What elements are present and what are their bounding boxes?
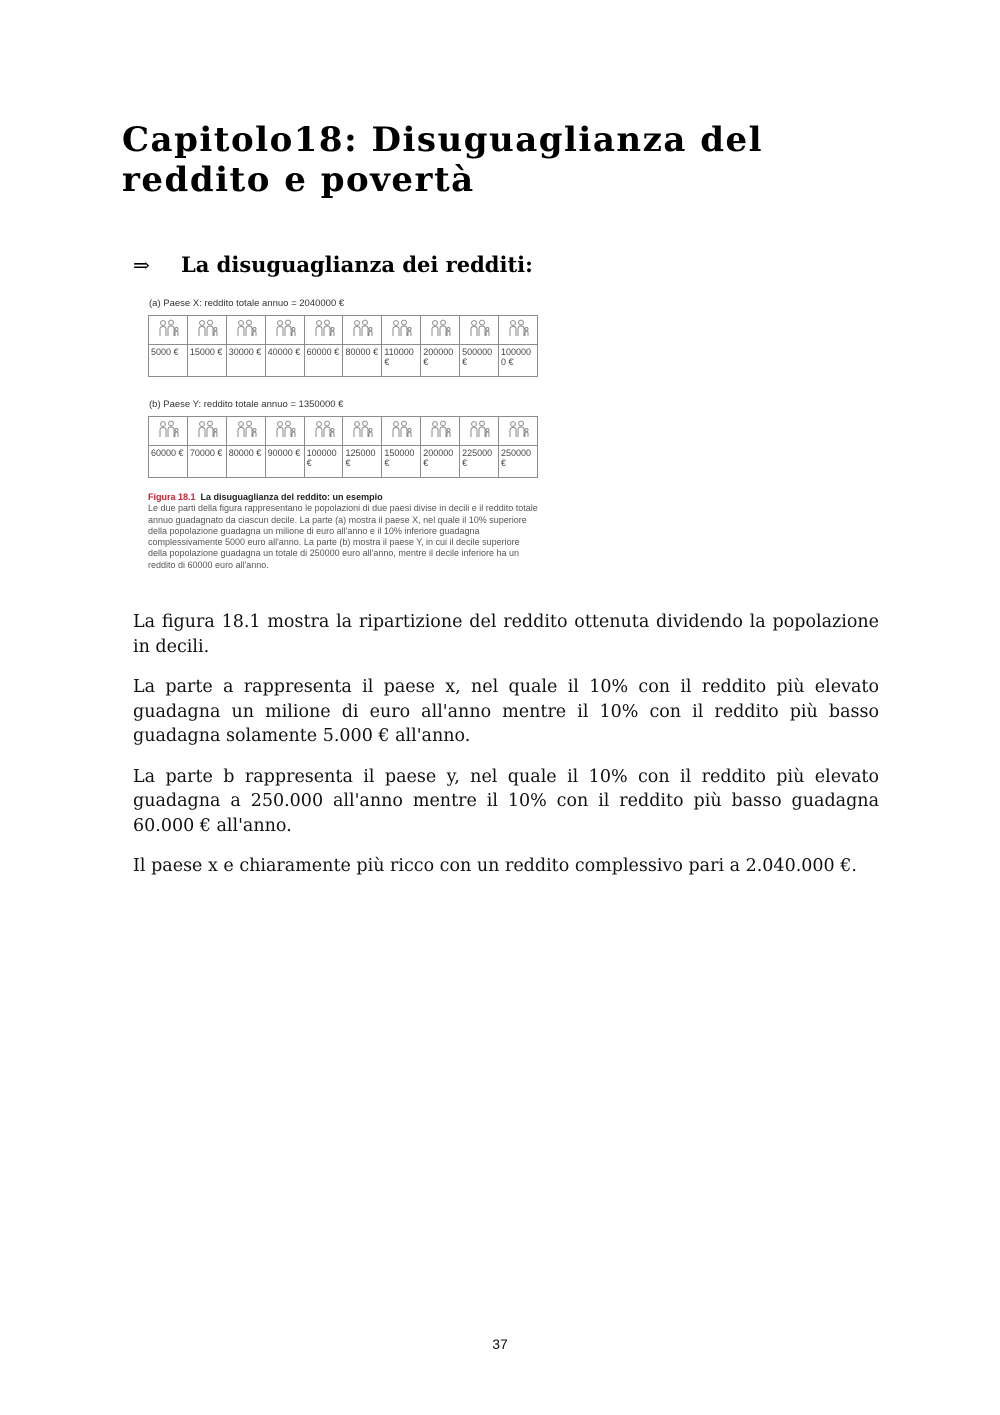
panel-a-decile-icon-cell [304,316,343,345]
panel-a-icons-row [149,316,538,345]
panel-a-decile-value: 30000 € [226,345,265,377]
panel-b-decile-icon-cell [265,417,304,446]
paragraph-4: Il paese x e chiaramente più ricco con un reddito complessivo pari a 2.040.000 €. [133,856,857,876]
people-group-icon [429,420,451,438]
people-group-icon [274,420,296,438]
panel-b-decile-value: 125000 € [343,446,382,478]
panel-b-icons-row [149,417,538,446]
chapter-title: Capitolo18: Disuguaglianza del reddito e povertà [122,120,764,200]
people-group-icon [313,420,335,438]
people-group-icon [196,319,218,337]
people-group-icon [507,420,529,438]
figure-caption [148,492,538,571]
paragraph-3: La parte b rappresenta il paese y, nel quale il 10% con il reddito più elevato guadagna a 250.000 all'anno mentre il 10% con il reddito più basso guadagna 60.000 € all'anno. [133,766,879,836]
people-group-icon [351,319,373,337]
paragraph-2: La parte a rappresenta il paese x, nel quale il 10% con il reddito più elevato guadagna un milione di euro all'anno mentre il 10% con il reddito più basso guadagna solamente 5.000 € all'anno. [133,677,879,746]
panel-a-title: (a) Paese X: reddito totale annuo = 2040000 € [149,298,345,309]
people-group-icon [390,319,412,337]
panel-a-decile-value: 40000 € [265,345,304,377]
people-group-icon [507,319,529,337]
people-group-icon [468,420,490,438]
panel-a-decile-icon-cell [382,316,421,345]
panel-b-decile-value: 250000 € [499,446,538,478]
people-group-icon [313,319,335,337]
section-heading-text: La disuguaglianza dei redditi: [181,252,533,277]
panel-b-decile-icon-cell [226,417,265,446]
panel-b-decile-value: 90000 € [265,446,304,478]
arrow-icon: ⇒ [133,252,150,277]
panel-a-decile-icon-cell [187,316,226,345]
figure-caption-text: Le due parti della figura rappresentano le popolazioni di due paesi divise in decili e il reddito totale annuo guadagnato da ciascun decile. La parte (a) mostra il paese X, nel quale il 10% superiore della popolazione guadagna un milione di euro all'anno e il 10% inferiore guadagna complessivamente 5000 euro all'anno. La parte (b) mostra il paese Y, in cui il decile superiore della popolazione guadagna un totale di 250000 euro all'anno, mentre il decile inferiore ha un reddito di 60000 euro all'anno. [148,503,538,570]
panel-b-decile-icon-cell [382,417,421,446]
people-group-icon [468,319,490,337]
panel-a-decile-icon-cell [460,316,499,345]
panel-b-decile-value: 70000 € [187,446,226,478]
people-group-icon [390,420,412,438]
panel-b-decile-value: 225000 € [460,446,499,478]
panel-a-decile-value: 15000 € [187,345,226,377]
panel-b-values-row [149,446,538,478]
panel-a-decile-icon-cell [149,316,188,345]
panel-a-decile-icon-cell [265,316,304,345]
panel-b-decile-icon-cell [499,417,538,446]
panel-b-decile-icon-cell [343,417,382,446]
panel-b-table [148,416,538,478]
panel-b-decile-icon-cell [187,417,226,446]
panel-b-decile-icon-cell [460,417,499,446]
panel-b-decile-icon-cell [149,417,188,446]
panel-b-decile-icon-cell [304,417,343,446]
page-number: 37 [492,1336,508,1352]
panel-b-decile-value: 60000 € [149,446,188,478]
panel-a-decile-value: 80000 € [343,345,382,377]
paragraph-1: La figura 18.1 mostra la ripartizione del reddito ottenuta dividendo la popolazione in decili. [133,612,879,657]
panel-b-decile-value: 100000 € [304,446,343,478]
people-group-icon [429,319,451,337]
panel-a-decile-value: 110000 € [382,345,421,377]
people-group-icon [235,319,257,337]
people-group-icon [351,420,373,438]
panel-a-decile-value: 500000 € [460,345,499,377]
panel-b-decile-icon-cell [421,417,460,446]
panel-b-title: (b) Paese Y: reddito totale annuo = 1350000 € [149,399,344,410]
panel-a-decile-icon-cell [226,316,265,345]
panel-a-decile-icon-cell [499,316,538,345]
people-group-icon [274,319,296,337]
figure-title: La disuguaglianza del reddito: un esempio [200,492,383,502]
body-text [133,610,879,895]
panel-a-decile-icon-cell [343,316,382,345]
people-group-icon [157,319,179,337]
panel-a-decile-value: 200000 € [421,345,460,377]
panel-a-table [148,315,538,377]
panel-b-decile-value: 150000 € [382,446,421,478]
panel-a-decile-icon-cell [421,316,460,345]
section-heading [133,252,533,277]
panel-b-decile-value: 80000 € [226,446,265,478]
figure-18-1 [148,298,540,571]
panel-a-decile-value: 1000000 € [499,345,538,377]
people-group-icon [196,420,218,438]
people-group-icon [157,420,179,438]
panel-a-decile-value: 60000 € [304,345,343,377]
figure-label: Figura 18.1 [148,492,196,502]
panel-a-values-row [149,345,538,377]
panel-a-decile-value: 5000 € [149,345,188,377]
people-group-icon [235,420,257,438]
panel-b-decile-value: 200000 € [421,446,460,478]
